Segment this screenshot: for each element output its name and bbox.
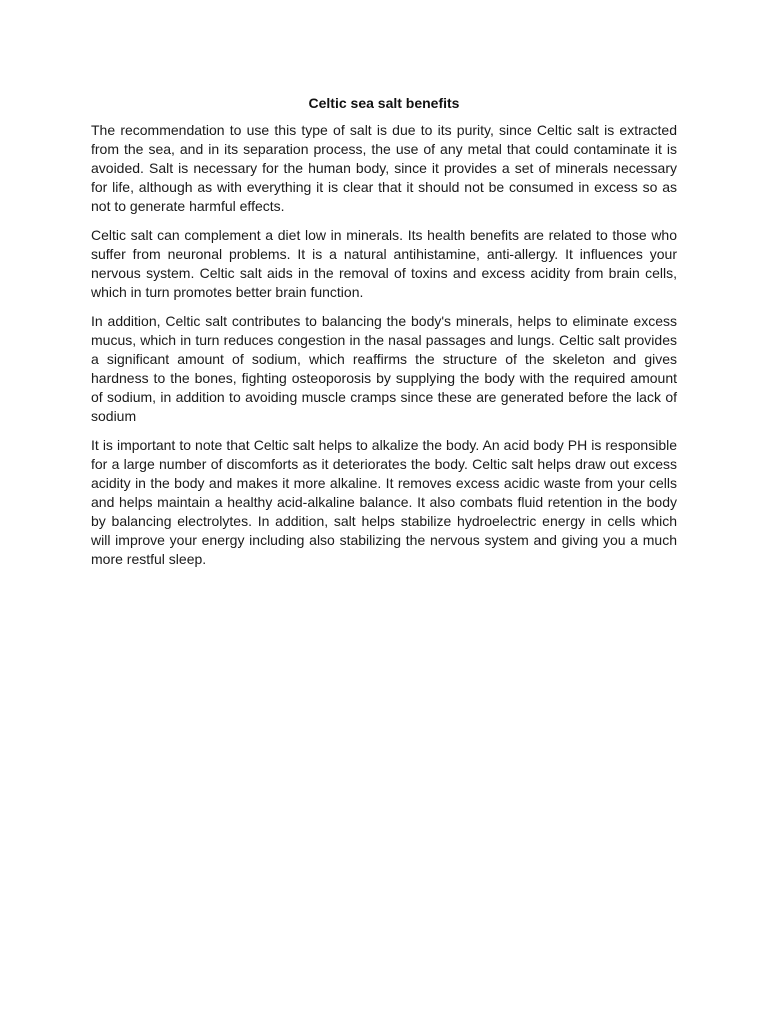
paragraph-balance: In addition, Celtic salt contributes to balancing the body's minerals, helps to eliminate excess mucus, which in turn reduces congestion in the nasal passages and lungs. Celtic salt provides a significant amount of sodium, which reaffirms the structure of the skeleton and gives hardness to the bones, fighting osteoporosis by supplying the body with the required amount of sodium, in addition to avoiding muscle cramps since these are generated before the lack of sodium <box>91 313 677 424</box>
paragraph-alkalize: It is important to note that Celtic salt helps to alkalize the body. An acid body PH is responsible for a large number of discomforts as it deteriorates the body. Celtic salt helps draw out excess acidity in the body and makes it more alkaline. It removes excess acidic waste from your cells and helps maintain a healthy acid-alkaline balance. It also combats fluid retention in the body by balancing electrolytes. In addition, salt helps stabilize hydroelectric energy in cells which will improve your energy including also stabilizing the nervous system and giving you a much more restful sleep. <box>91 437 677 567</box>
paragraph-minerals: Celtic salt can complement a diet low in minerals. Its health benefits are related to those who suffer from neuronal problems. It is a natural antihistamine, anti-allergy. It influences your nervous system. Celtic salt aids in the removal of toxins and excess acidity from brain cells, which in turn promotes better brain function. <box>91 227 677 300</box>
paragraph-purity: The recommendation to use this type of salt is due to its purity, since Celtic salt is extracted from the sea, and in its separation process, the use of any metal that could contaminate it is avoided. Salt is necessary for the human body, since it provides a set of minerals necessary for life, although as with everything it is clear that it should not be consumed in excess so as not to generate harmful effects. <box>91 122 677 214</box>
document-page <box>91 94 677 579</box>
document-title: Celtic sea salt benefits <box>308 95 460 111</box>
